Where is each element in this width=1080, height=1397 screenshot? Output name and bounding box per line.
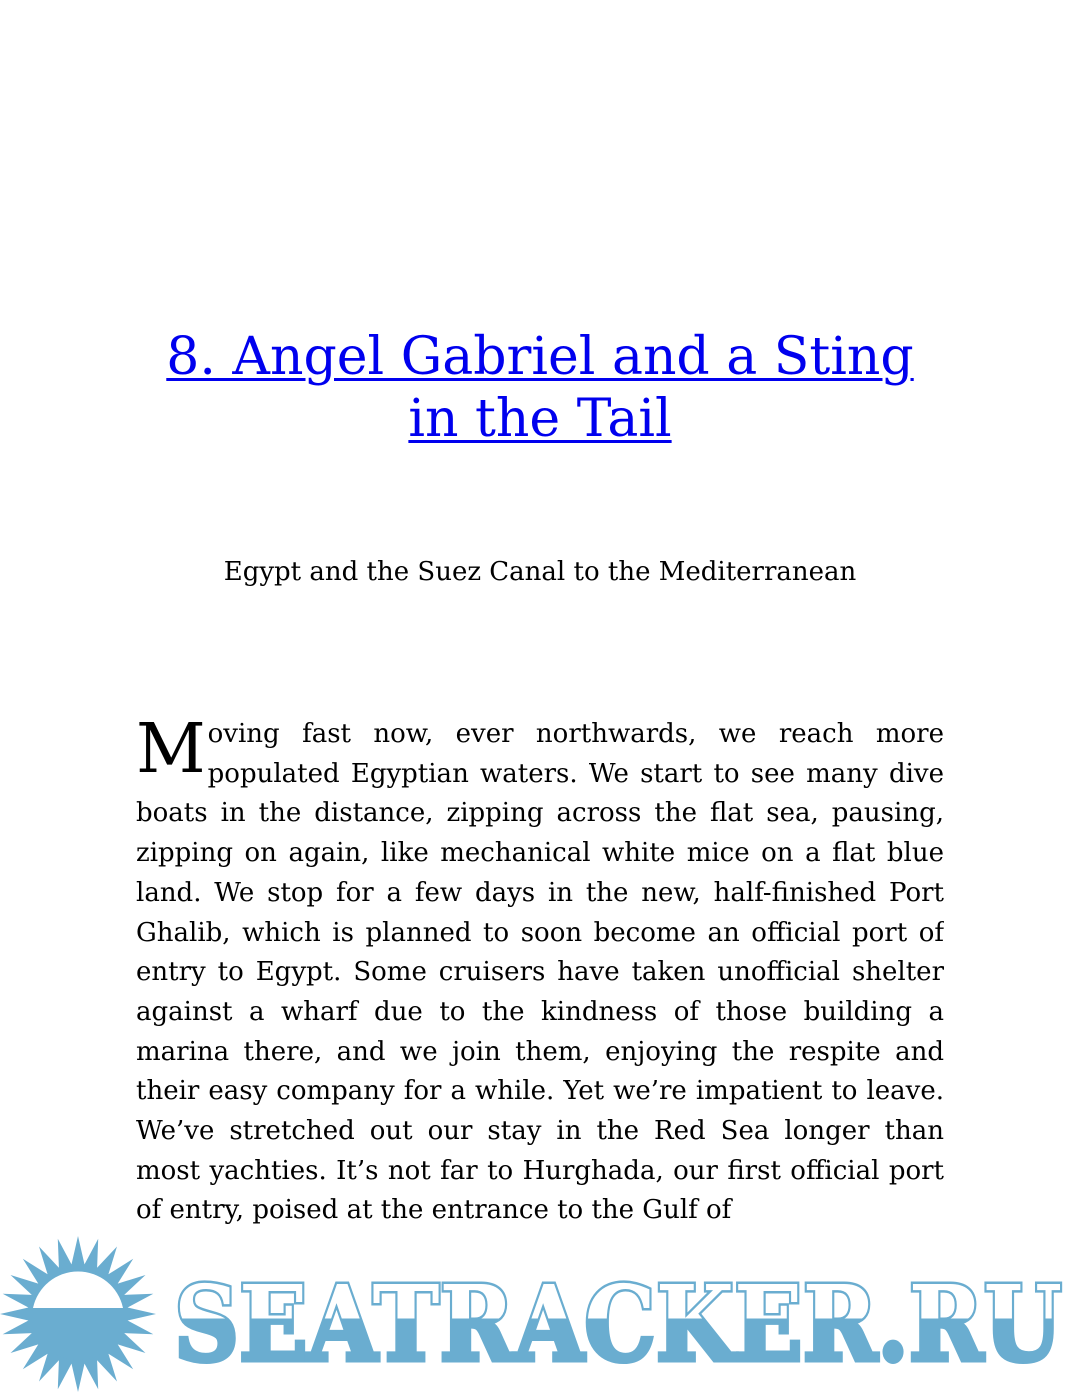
chapter-title-link[interactable]: 8. Angel Gabriel and a Sting in the Tail (166, 327, 914, 449)
sun-icon (0, 1236, 156, 1392)
body-paragraph (136, 715, 944, 1231)
paragraph-text: oving fast now, ever northwards, we reach more populated Egyptian waters. We start to see many dive boats in the distance, zipping across the flat sea, pausing, zipping on again, like mechanical white mice on a flat blue land. We stop for a few days in the new, half-finished Port Ghalib, which is planned to soon become an official port of entry to Egypt. Some cruisers have taken unofficial shelter against a wharf due to the kindness of those building a marina there, and we join them, enjoying the respite and their easy company for a while. Yet we’re impatient to leave. We’ve stretched out our stay in the Red Sea longer than most yachties. It’s not far to Hurghada, our first official port of entry, poised at the entrance to the Gulf of (136, 719, 944, 1226)
drop-cap: M (136, 715, 206, 789)
watermark-text: SEATRACKER.RU (174, 1262, 1062, 1385)
chapter-title (160, 326, 920, 456)
chapter-subtitle: Egypt and the Suez Canal to the Mediterranean (223, 557, 857, 587)
watermark (0, 1236, 1080, 1397)
